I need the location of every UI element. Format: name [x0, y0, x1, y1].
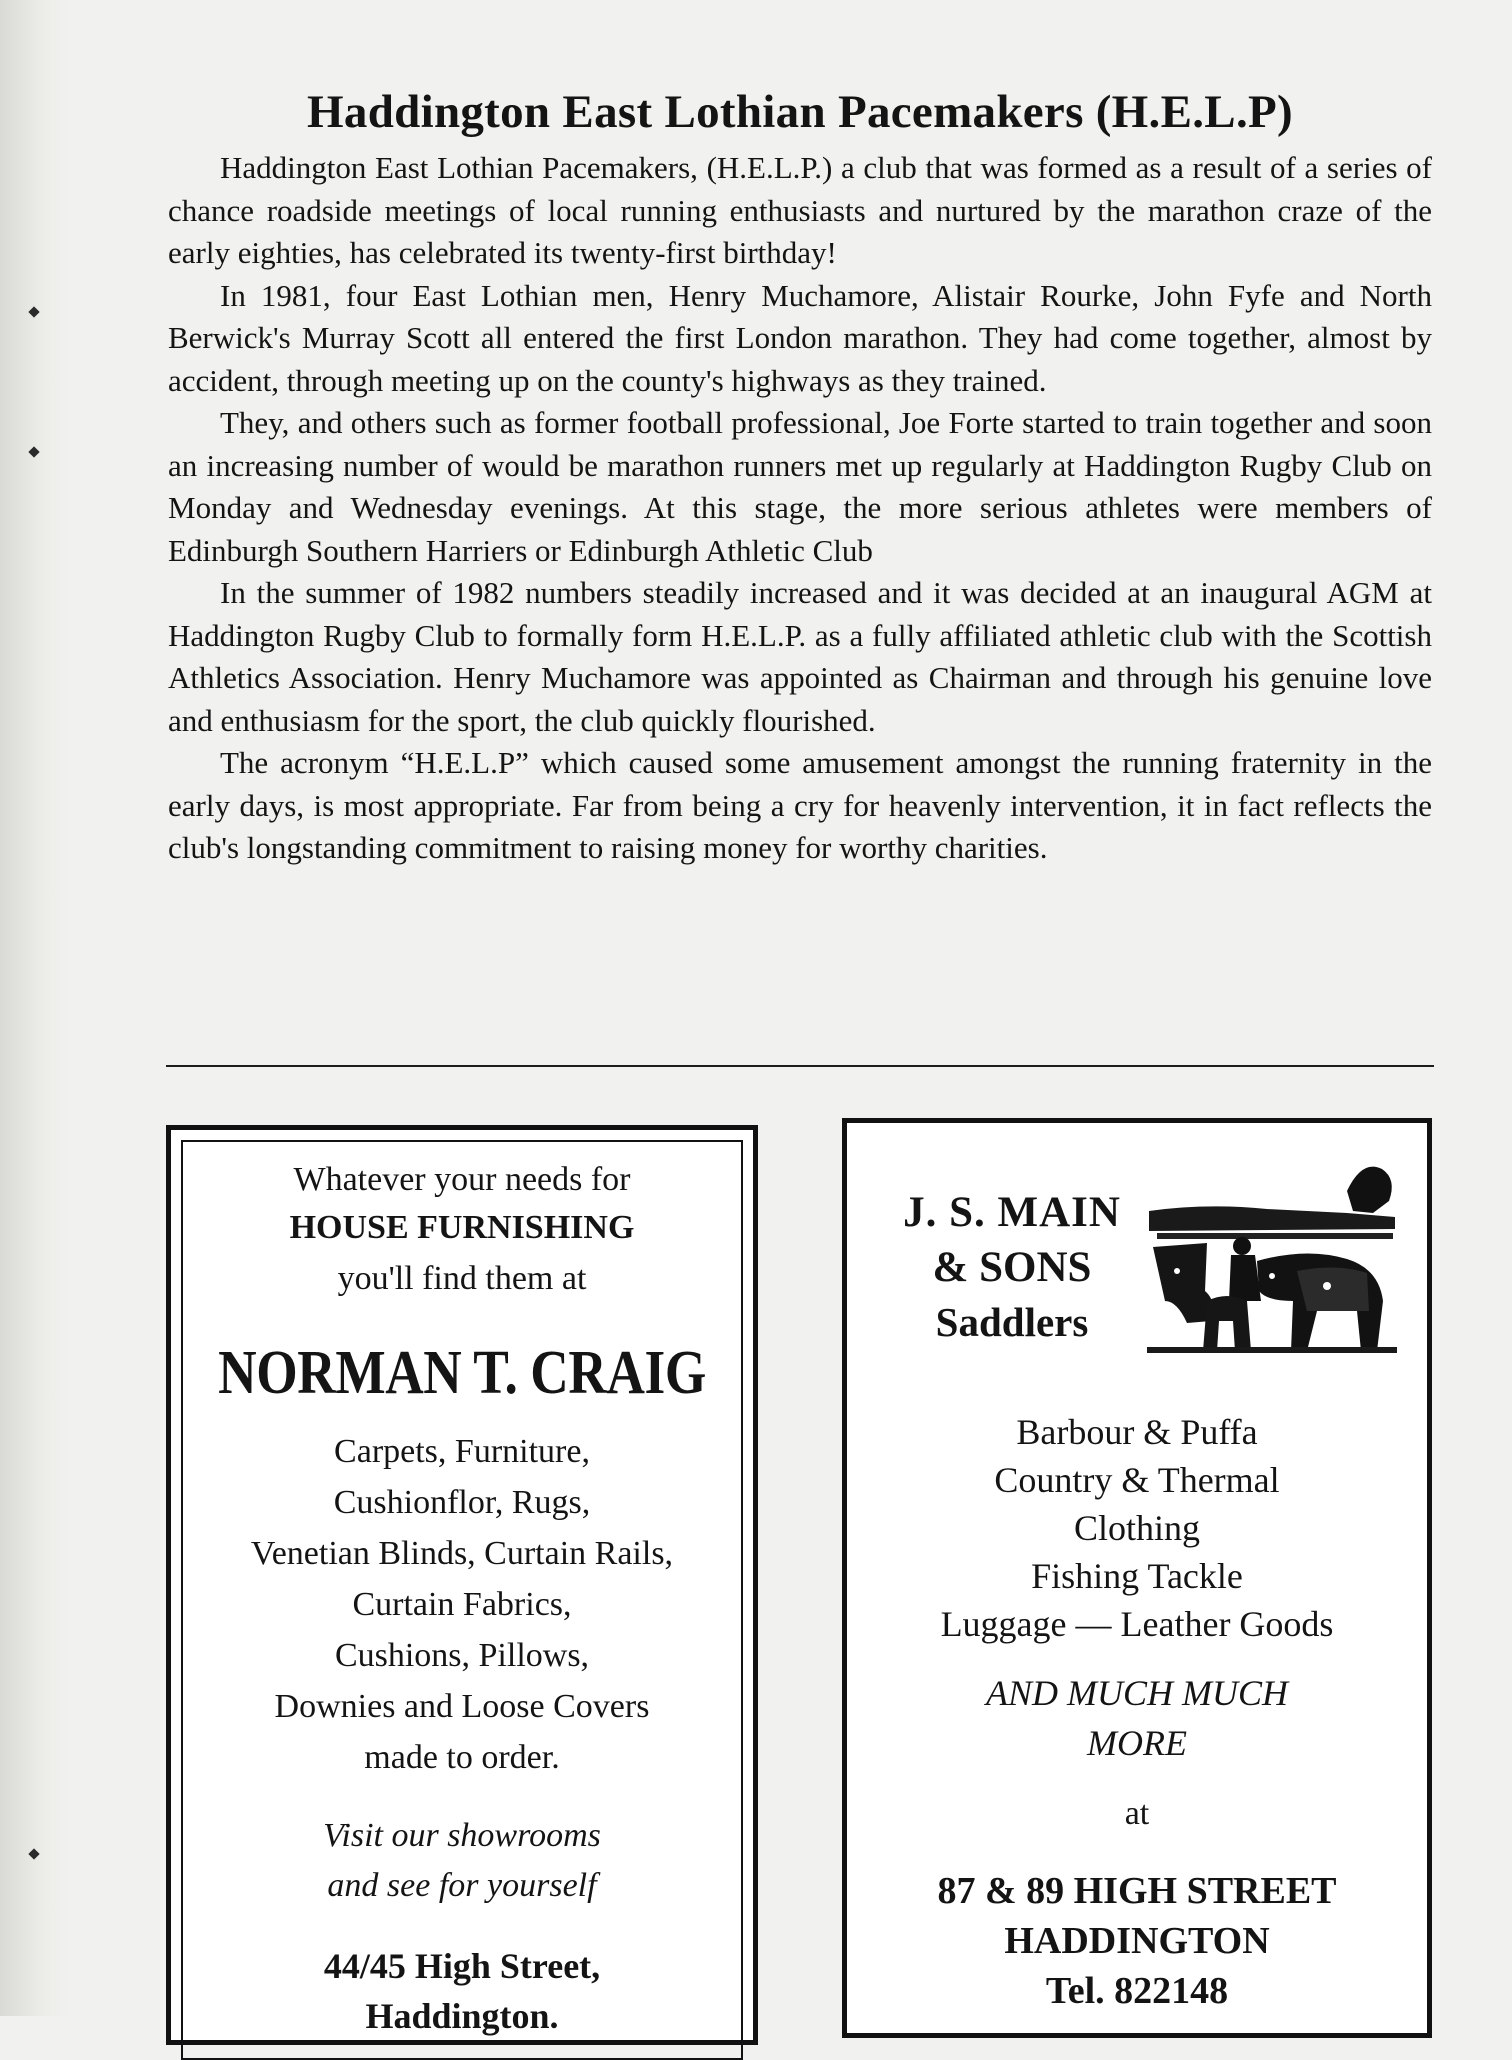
address-line: HADDINGTON [1004, 1920, 1270, 1962]
article-paragraph: In 1981, four East Lothian men, Henry Muchamore, Alistair Rourke, John Fyfe and North Berwick's Murray Scott all entered the first London marathon. They had come together, almost by accident, through meeting up on the county's highways as they trained. [168, 277, 1432, 398]
advert-business-name: NORMAN T. CRAIG [218, 1339, 706, 1407]
advert-headline: HOUSE FURNISHING [289, 1209, 635, 1246]
business-name-line: J. S. MAIN [903, 1189, 1121, 1236]
advert-intro-line: Whatever your needs for [293, 1161, 631, 1198]
article-title: Haddington East Lothian Pacemakers (H.E.L.P) [307, 86, 1293, 138]
horse-and-carriage-illustration [1147, 1151, 1397, 1361]
goods-item: Cushionflor, Rugs, [333, 1484, 591, 1521]
article-paragraph: In the summer of 1982 numbers steadily increased and it was decided at an inaugural AGM at Haddington Rugby Club to formally form H.E.L.P. as a fully affiliated athletic club with the Scottish Athletics Association. Henry Muchamore was appointed as Chairman and through his genuine love and enthusiasm for the sport, the club quickly flourished. [168, 575, 1432, 738]
advert-inner-border [181, 1140, 743, 2060]
telephone-line: Tel. 822148 [1045, 1970, 1229, 2012]
advert-js-main-sons [842, 1118, 1432, 2038]
page-binding-shadow [0, 0, 70, 2016]
advert-body [847, 1408, 1427, 2016]
article-paragraph: The acronym “H.E.L.P” which caused some amusement amongst the running fraternity in the early days, is most appropriate. Far from being a cry for heavenly intervention, it in fact reflects the club's longstanding commitment to raising money for worthy charities. [168, 745, 1432, 865]
address-line: Haddington. [365, 1996, 559, 2036]
address-line: 87 & 89 HIGH STREET [937, 1870, 1337, 1912]
goods-item: Fishing Tackle [1031, 1556, 1243, 1596]
advert-address [847, 1866, 1427, 2016]
advert-business-name [887, 1185, 1137, 1350]
more-line: AND MUCH MUCH [986, 1673, 1288, 1713]
business-name-line: Saddlers [935, 1299, 1089, 1345]
goods-item: Venetian Blinds, Curtain Rails, [250, 1535, 674, 1572]
goods-item: Barbour & Puffa [1016, 1412, 1258, 1452]
address-line: 44/45 High Street, [323, 1946, 601, 1986]
section-divider [166, 1065, 1434, 1067]
advert-goods-list [847, 1408, 1427, 1648]
goods-item: Clothing [1073, 1508, 1201, 1548]
article [168, 85, 1432, 870]
more-line: MORE [1087, 1723, 1187, 1763]
advert-at-text: at [1124, 1795, 1150, 1832]
business-name-line: & SONS [932, 1244, 1092, 1291]
advert-norman-t-craig [166, 1125, 758, 2045]
visit-line: and see for yourself [327, 1867, 597, 1904]
article-paragraph: They, and others such as former football professional, Joe Forte started to train together and soon an increasing number of would be marathon runners met up regularly at Haddington Rugby Club on Monday and Wednesday evenings. At this stage, the more serious athletes were members of Edinburgh Southern Harriers or Edinburgh Athletic Club [168, 405, 1432, 568]
goods-item: Cushions, Pillows, [334, 1637, 590, 1674]
advert-intro-line: you'll find them at [337, 1260, 587, 1297]
goods-item: Carpets, Furniture, [334, 1433, 590, 1470]
goods-item: Curtain Fabrics, [352, 1586, 572, 1623]
goods-item: Luggage — Leather Goods [940, 1604, 1334, 1644]
article-paragraph: Haddington East Lothian Pacemakers, (H.E.L.P.) a club that was formed as a result of a series of chance roadside meetings of local running enthusiasts and nurtured by the marathon craze of the early eighties, has celebrated its twenty-first birthday! [168, 150, 1432, 270]
goods-item: Downies and Loose Covers [274, 1688, 650, 1725]
goods-item: made to order. [364, 1739, 560, 1776]
goods-item: Country & Thermal [994, 1460, 1280, 1500]
visit-line: Visit our showrooms [323, 1817, 601, 1854]
advert-more-text [847, 1668, 1427, 1768]
